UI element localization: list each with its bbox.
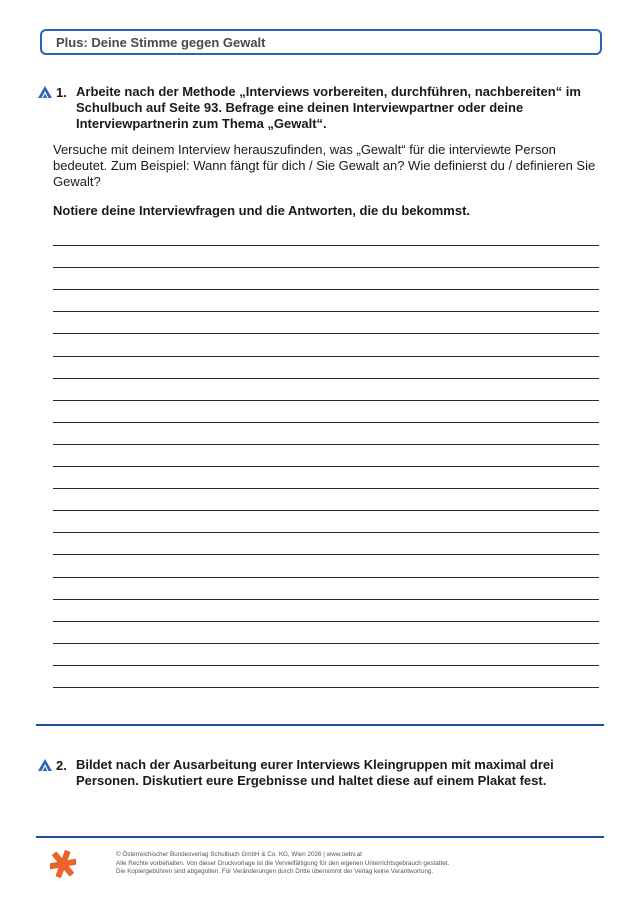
answer-line[interactable] <box>53 267 599 268</box>
answer-line[interactable] <box>53 510 599 511</box>
triangle-level-icon <box>38 759 52 771</box>
footer-line: © Österreichischer Bundesverlag Schulbuch GmbH & Co. KG, Wien 2026 | www.oebv.at <box>116 851 362 858</box>
answer-line[interactable] <box>53 665 599 666</box>
answer-line[interactable] <box>53 289 599 290</box>
header-title-box <box>40 29 602 55</box>
paragraph-line: Gewalt? <box>53 174 101 189</box>
footer-copyright <box>116 851 536 877</box>
task-1-instruction <box>76 84 606 132</box>
footer-separator <box>36 836 604 838</box>
triangle-level-icon <box>38 86 52 98</box>
answer-line[interactable] <box>53 621 599 622</box>
paragraph-line: Versuche mit deinem Interview herauszufinden, was „Gewalt“ für die interviewte Person <box>53 142 556 157</box>
answer-line[interactable] <box>53 577 599 578</box>
answer-line[interactable] <box>53 400 599 401</box>
answer-line[interactable] <box>53 422 599 423</box>
task-2-instruction-line: Personen. Diskutiert eure Ergebnisse und haltet diese auf einem Plakat fest. <box>76 773 547 788</box>
page-title: Plus: Deine Stimme gegen Gewalt <box>56 35 266 50</box>
answer-line[interactable] <box>53 311 599 312</box>
answer-line[interactable] <box>53 444 599 445</box>
footer-line: Alle Rechte vorbehalten. Von dieser Druckvorlage ist die Vervielfältigung für den eigenen Unterrichtsgebrauch gestattet. <box>116 859 450 867</box>
task-2-number: 2. <box>56 758 67 773</box>
answer-line[interactable] <box>53 245 599 246</box>
oebv-asterisk-logo <box>50 850 76 878</box>
footer-line: Die Kopiergebühren sind abgegolten. Für Veränderungen durch Dritte übernimmt der Verlag keine Verantwortung. <box>116 868 434 875</box>
section-separator <box>36 724 604 726</box>
paragraph-line: bedeutet. Zum Beispiel: Wann fängt für dich / Sie Gewalt an? Wie definierst du / definieren Sie <box>53 158 596 173</box>
task-1-instruction-line: Interviewpartnerin zum Thema „Gewalt“. <box>76 116 327 131</box>
answer-line[interactable] <box>53 687 599 688</box>
task-1-instruction-line: Schulbuch auf Seite 93. Befrage eine deinen Interviewpartner oder deine <box>76 100 524 115</box>
answer-line[interactable] <box>53 333 599 334</box>
answer-line[interactable] <box>53 643 599 644</box>
answer-line[interactable] <box>53 532 599 533</box>
task-2-instruction-line: Bildet nach der Ausarbeitung eurer Interviews Kleingruppen mit maximal drei <box>76 757 554 772</box>
task-1-paragraph <box>53 142 598 190</box>
answer-line[interactable] <box>53 599 599 600</box>
task-1-note: Notiere deine Interviewfragen und die Antworten, die du bekommst. <box>53 203 471 218</box>
answer-line[interactable] <box>53 488 599 489</box>
task-1-number: 1. <box>56 85 67 100</box>
task-1-instruction-line: Arbeite nach der Methode „Interviews vorbereiten, durchführen, nachbereiten“ im <box>76 84 581 99</box>
answer-line[interactable] <box>53 378 599 379</box>
answer-line[interactable] <box>53 554 599 555</box>
task-2-instruction <box>76 757 606 789</box>
answer-line[interactable] <box>53 356 599 357</box>
answer-line[interactable] <box>53 466 599 467</box>
